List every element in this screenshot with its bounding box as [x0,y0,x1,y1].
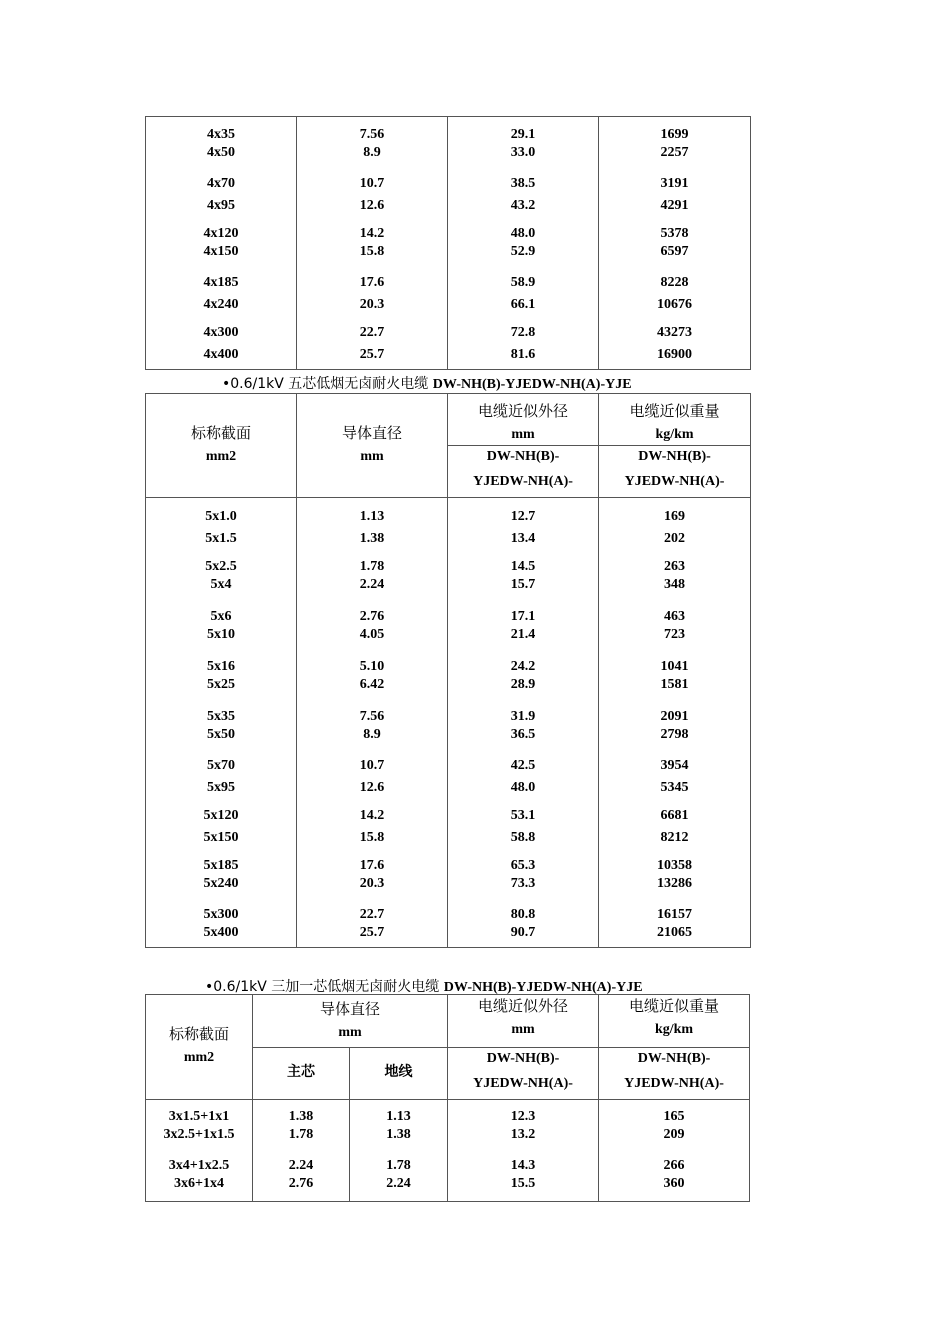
cell-value: 72.8 [510,325,536,340]
cell-value: 28.9 [510,677,536,692]
model-line-1: DW-NH(B)- [486,1051,560,1066]
col-main-core [253,1100,350,1202]
cell-value: 5x185 [203,858,239,873]
cell-value: 31.9 [510,709,536,724]
cell-value: 12.3 [510,1109,536,1124]
header-conductor-label: 导体直径 [341,424,402,442]
header-wt-unit: kg/km [655,427,694,442]
cell-value: 13286 [657,876,692,891]
cell-value: 5x6 [210,609,232,624]
col-ground [350,1100,448,1202]
cell-value: 4x400 [203,347,239,362]
cell-value: 10358 [657,858,692,873]
cell-value: 14.3 [510,1158,536,1173]
cell-value: 4x240 [203,297,239,312]
cell-value: 5x120 [203,808,239,823]
header-section-unit: mm2 [183,1050,215,1065]
model-line-1: DW-NH(B)- [638,449,711,464]
header-od-label: 电缆近似外径 [478,997,569,1015]
cell-value: 3191 [660,176,689,191]
cell-value: 73.3 [510,876,536,891]
cell-value: 5x50 [207,727,235,742]
header-wt-unit: kg/km [654,1022,694,1037]
header-wt-model [599,1048,750,1100]
cell-value: 5x2.5 [205,559,237,574]
header-wt-model [599,446,751,498]
cell-value: 48.0 [510,226,536,241]
cell-value: 3x6+1x4 [174,1176,224,1191]
model-line-1: DW-NH(B)- [486,449,560,464]
cell-value: 13.2 [510,1127,536,1142]
caption-prefix: •0.6/1kV 三加一芯低烟无卤耐火电缆 [205,979,444,995]
cell-value: 169 [664,509,685,524]
cell-value: 58.9 [510,275,536,290]
cell-value: 22.7 [359,325,385,340]
cell-value: 52.9 [510,244,536,259]
table-five-core [145,393,751,948]
cell-value: 25.7 [359,347,385,362]
col-weight [599,498,751,948]
caption-five-core [222,373,632,393]
cell-value: 15.7 [510,577,536,592]
cell-value: 16900 [657,347,692,362]
cell-value: 20.3 [359,876,385,891]
cell-value: 5x35 [207,709,235,724]
model-line-2: YJEDW-NH(A)- [473,1076,573,1091]
cell-value: 7.56 [359,709,385,724]
col-weight [599,117,751,370]
cell-value: 209 [663,1127,685,1142]
cell-value: 2.76 [359,609,385,624]
cell-value: 348 [664,577,685,592]
table-row [146,117,751,370]
col-section [146,498,297,948]
cell-value: 14.2 [359,226,385,241]
cell-value: 13.4 [510,531,536,546]
header-od-label: 电缆近似外径 [477,402,568,420]
cell-value: 43273 [657,325,692,340]
cell-value: 15.8 [359,830,385,845]
cell-value: 5378 [660,226,689,241]
header-outer-diameter [448,394,599,446]
table-row [146,498,751,948]
cell-value: 38.5 [510,176,536,191]
cell-value: 5x10 [207,627,235,642]
cell-value: 29.1 [510,127,536,142]
header-row [146,995,750,1048]
cell-value: 90.7 [510,925,536,940]
header-section-label: 标称截面 [168,1025,229,1043]
cell-value: 1.38 [288,1109,314,1124]
cell-value: 5x4 [210,577,232,592]
cell-value: 12.7 [510,509,536,524]
caption-model: DW-NH(B)-YJEDW-NH(A)-YJE [443,980,643,995]
cell-value: 2.24 [288,1158,314,1173]
cell-value: 2798 [660,727,689,742]
cell-value: 12.6 [359,780,385,795]
cell-value: 2.24 [359,577,385,592]
cell-value: 165 [663,1109,685,1124]
cell-value: 17.6 [359,275,385,290]
model-line-1: DW-NH(B)- [637,1051,711,1066]
header-conductor-label: 导体直径 [320,1000,381,1018]
cell-value: 1041 [660,659,689,674]
cell-value: 4x185 [203,275,239,290]
cell-value: 15.8 [359,244,385,259]
model-line-2: YJEDW-NH(A)- [624,474,725,489]
cell-value: 1.13 [359,509,385,524]
cell-value: 1699 [660,127,689,142]
cell-value: 1.78 [288,1127,314,1142]
cell-value: 2257 [660,145,689,160]
cell-value: 1.78 [386,1158,411,1173]
cell-value: 6.42 [359,677,385,692]
header-od-model [448,1048,599,1100]
cell-value: 22.7 [359,907,385,922]
header-section [146,394,297,498]
cell-value: 5x25 [207,677,235,692]
header-section [146,995,253,1100]
cell-value: 66.1 [510,297,536,312]
header-wt-label: 电缆近似重量 [629,997,720,1015]
header-conductor-unit: mm [360,449,384,464]
cell-value: 21065 [657,925,692,940]
cell-value: 5x95 [207,780,235,795]
cell-value: 48.0 [510,780,536,795]
cell-value: 12.6 [359,198,385,213]
cell-value: 36.5 [510,727,536,742]
cell-value: 5.10 [359,659,385,674]
cell-value: 80.8 [510,907,536,922]
cell-value: 263 [664,559,685,574]
cell-value: 5x1.5 [205,531,237,546]
cell-value: 4.05 [359,627,385,642]
cell-value: 4x50 [207,145,235,160]
cell-value: 1.38 [359,531,385,546]
cell-value: 723 [664,627,685,642]
cell-value: 21.4 [510,627,536,642]
header-od-model [448,446,599,498]
cell-value: 5x240 [203,876,239,891]
header-section-unit: mm2 [205,449,237,464]
header-conductor [253,995,448,1048]
cell-value: 463 [664,609,685,624]
caption-prefix: •0.6/1kV 五芯低烟无卤耐火电缆 [222,376,433,392]
cell-value: 5x150 [203,830,239,845]
col-weight [599,1100,750,1202]
col-outer-diameter [448,117,599,370]
model-line-2: YJEDW-NH(A)- [624,1076,724,1091]
header-od-unit: mm [511,427,535,442]
table-four-core [145,116,751,370]
col-conductor [297,498,448,948]
cell-value: 33.0 [510,145,536,160]
cell-value: 1.78 [359,559,385,574]
cell-value: 8.9 [363,145,381,160]
cell-value: 65.3 [510,858,536,873]
cell-value: 3954 [660,758,689,773]
cell-value: 4x300 [203,325,239,340]
cell-value: 5x400 [203,925,239,940]
model-line-2: YJEDW-NH(A)- [473,474,573,489]
header-weight [599,394,751,446]
cell-value: 4x35 [207,127,235,142]
cell-value: 3x4+1x2.5 [168,1158,230,1173]
cell-value: 1.38 [386,1127,411,1142]
cell-value: 10.7 [359,758,385,773]
col-outer-diameter [448,498,599,948]
cell-value: 1581 [660,677,689,692]
cell-value: 14.5 [510,559,536,574]
cell-value: 5345 [660,780,689,795]
cell-value: 43.2 [510,198,536,213]
cell-value: 2.76 [288,1176,314,1191]
cell-value: 202 [664,531,685,546]
cell-value: 6681 [660,808,689,823]
header-od-unit: mm [511,1022,535,1037]
table-row [146,1100,750,1202]
cell-value: 15.5 [510,1176,536,1191]
cell-value: 53.1 [510,808,536,823]
cell-value: 6597 [660,244,689,259]
cell-value: 3x2.5+1x1.5 [163,1127,235,1142]
header-section-label: 标称截面 [190,424,251,442]
header-conductor [297,394,448,498]
cell-value: 81.6 [510,347,536,362]
cell-value: 25.7 [359,925,385,940]
cell-value: 360 [663,1176,685,1191]
cell-value: 4291 [660,198,689,213]
cell-value: 5x70 [207,758,235,773]
cell-value: 4x70 [207,176,235,191]
cell-value: 42.5 [510,758,536,773]
cell-value: 8212 [660,830,689,845]
cell-value: 1.13 [386,1109,411,1124]
cell-value: 20.3 [359,297,385,312]
header-ground: 地线 [350,1048,448,1100]
cell-value: 5x300 [203,907,239,922]
header-weight [599,995,750,1048]
col-conductor [297,117,448,370]
header-outer-diameter [448,995,599,1048]
cell-value: 58.8 [510,830,536,845]
header-main-core: 主芯 [253,1048,350,1100]
cell-value: 17.6 [359,858,385,873]
cell-value: 17.1 [510,609,536,624]
table-three-plus-one-core [145,994,750,1202]
col-section [146,117,297,370]
header-row [146,394,751,446]
caption-three-plus-one [205,976,643,996]
header-conductor-unit: mm [338,1025,362,1040]
cell-value: 16157 [657,907,692,922]
cell-value: 4x150 [203,244,239,259]
cell-value: 3x1.5+1x1 [168,1109,230,1124]
cell-value: 14.2 [359,808,385,823]
header-wt-label: 电缆近似重量 [629,402,720,420]
cell-value: 266 [663,1158,685,1173]
col-outer-diameter [448,1100,599,1202]
caption-model: DW-NH(B)-YJEDW-NH(A)-YJE [432,377,632,392]
cell-value: 24.2 [510,659,536,674]
cell-value: 5x1.0 [205,509,237,524]
cell-value: 10676 [657,297,692,312]
col-section [146,1100,253,1202]
cell-value: 8.9 [363,727,381,742]
cell-value: 2091 [660,709,689,724]
cell-value: 5x16 [207,659,235,674]
cell-value: 8228 [660,275,689,290]
cell-value: 2.24 [386,1176,411,1191]
cell-value: 7.56 [359,127,385,142]
cell-value: 10.7 [359,176,385,191]
cell-value: 4x95 [207,198,235,213]
cell-value: 4x120 [203,226,239,241]
